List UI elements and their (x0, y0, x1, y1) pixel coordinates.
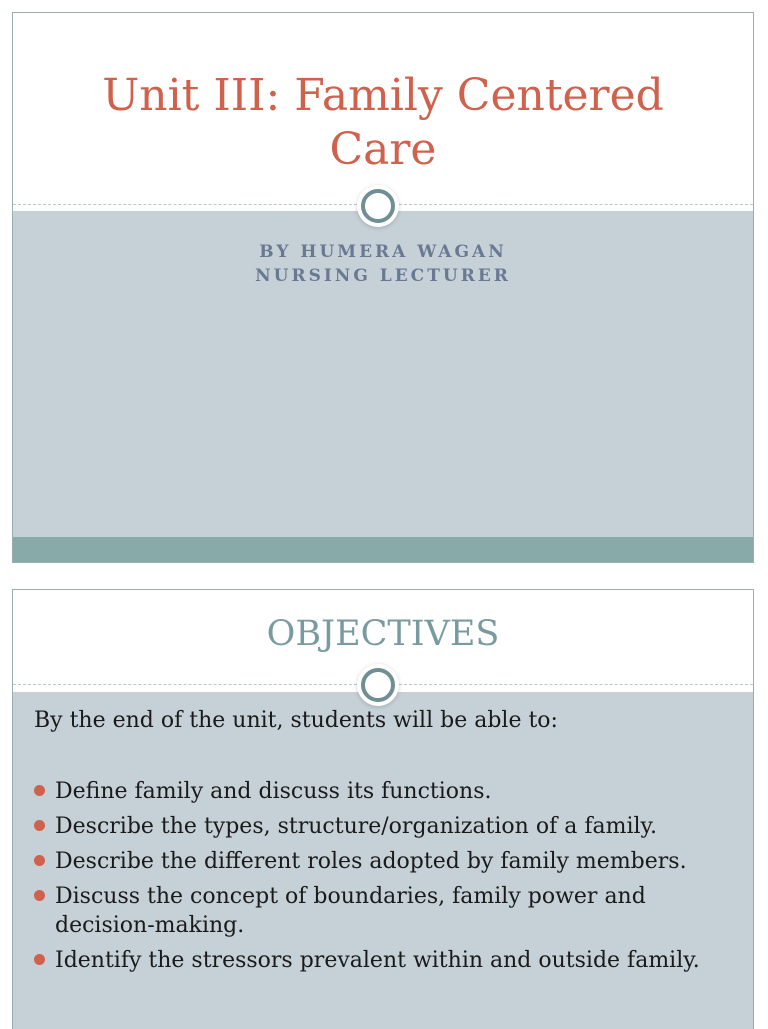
list-item-text: Define family and discuss its functions. (55, 779, 492, 804)
title-area (13, 13, 753, 203)
list-item-text: Describe the types, structure/organization of a family. (55, 814, 658, 839)
footer-band (13, 537, 753, 563)
bullet-dot-icon (34, 954, 45, 965)
objectives-slide (12, 589, 754, 1029)
list-item (34, 812, 739, 841)
bullet-dot-icon (34, 785, 45, 796)
bullet-dot-icon (34, 820, 45, 831)
objectives-list (34, 777, 739, 981)
circle-ornament-icon (361, 189, 395, 223)
role-line: NURSING LECTURER (255, 266, 511, 286)
slide-subtitle (13, 240, 753, 288)
list-item-text: Identify the stressors prevalent within and outside family. (55, 948, 700, 973)
title-slide (12, 12, 754, 563)
bullet-dot-icon (34, 890, 45, 901)
slide-title: OBJECTIVES (266, 614, 500, 654)
list-item (34, 847, 739, 876)
list-item-text: Describe the different roles adopted by family members. (55, 849, 687, 874)
intro-text: By the end of the unit, students will be able to: (34, 708, 558, 733)
slide-title: Unit III: Family Centered Care (102, 70, 664, 175)
list-item (34, 777, 739, 806)
list-item (34, 882, 739, 940)
list-item (34, 946, 739, 975)
author-line: BY HUMERA WAGAN (259, 242, 507, 262)
bullet-dot-icon (34, 855, 45, 866)
circle-ornament-icon (361, 668, 395, 702)
list-item-text: Discuss the concept of boundaries, family power and decision-making. (55, 884, 646, 938)
